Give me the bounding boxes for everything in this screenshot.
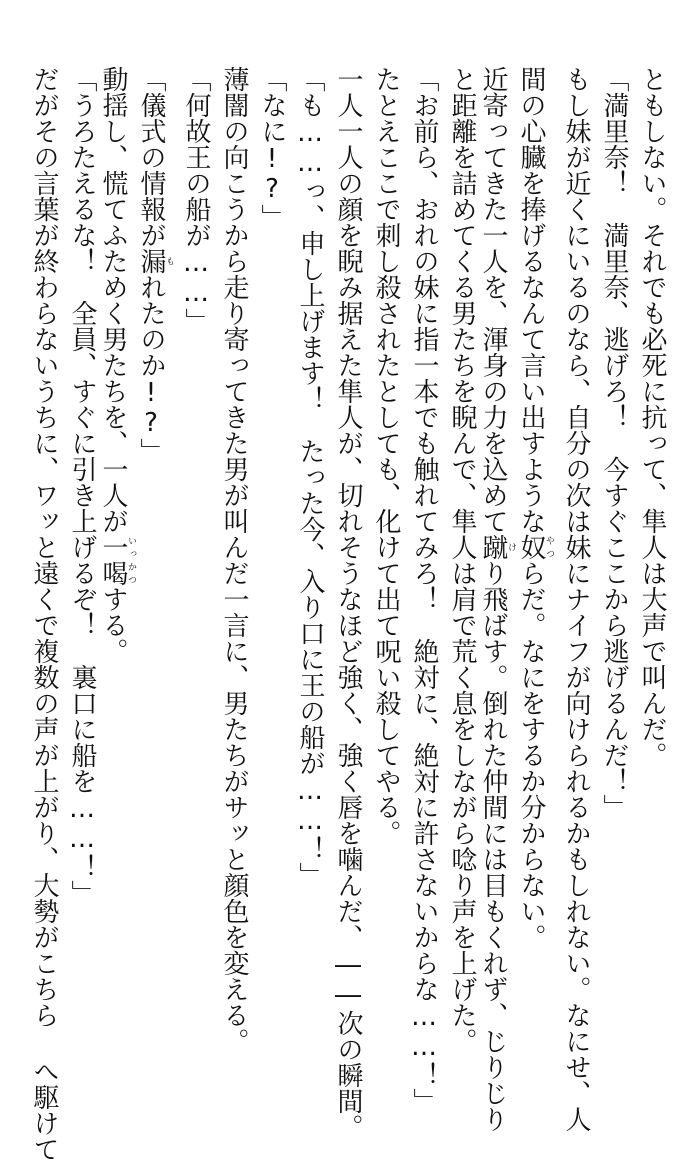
text-line: と距離を詰めてくる男たちを睨んで、隼人は肩で荒く息をしながら唸り声を上げた。: [447, 66, 477, 1054]
text-line: 薄闇の向こうから走り寄ってきた男が叫んだ一言に、男たちがサッと顔色を変える。: [219, 66, 249, 1054]
text-line: ともしない。それでも必死に抗って、隼人は大声で叫んだ。: [637, 66, 667, 768]
text-segment: れたのか!?」: [136, 274, 166, 464]
ruby-moreta: 漏も: [136, 248, 174, 274]
text-line: 「も……っ、申し上げます！ たった今、入り口に王の船が……！」: [295, 66, 325, 888]
text-segment: り飛ばす。倒れた仲間には目もくれず、じりじり: [478, 560, 508, 1132]
text-line: 「うろたえるな！ 全員、すぐに引き上げるぞ！ 裏口に船を……！」: [67, 66, 97, 906]
text-line: 「満里奈！ 満里奈、逃げろ！ 今すぐここから逃げるんだ！」: [599, 66, 629, 820]
text-segment: 「儀式の情報が: [136, 66, 166, 248]
ruby-ikkatsu: 一喝いっかつ: [98, 534, 136, 586]
text-line: [478, 66, 516, 1132]
text-segment: 間の心臓を捧げるなんて言い出すような: [516, 66, 546, 534]
text-line: [98, 66, 136, 966]
text-line: [516, 66, 554, 966]
ruby-yatsu: 奴やつ: [516, 534, 554, 560]
ruby-ke: 蹴け: [478, 534, 516, 560]
text-segment: らだ。なにをするか分からない。: [516, 560, 546, 950]
text-line: たとえここで刺し殺されたとしても、化けて出て呪い殺してやる。: [371, 66, 401, 846]
text-line: 「お前ら、おれの妹に指一本でも触れてみろ！ 絶対に、絶対に許さないからな……！」: [409, 66, 439, 1114]
text-segment: 動揺し、慌てふためく男たちを、一人が: [98, 66, 128, 534]
text-segment: する。: [98, 586, 128, 664]
text-line: 「何故王の船が……」: [181, 66, 211, 334]
text-line: だがその言葉が終わらないうちに、ワッと遠くで複数の声が上がり、大勢がこちら へ駆けて: [29, 66, 59, 1162]
text-line: もし妹が近くにいるのなら、自分の次は妹にナイフが向けられるかもしれない。なにせ、人: [561, 66, 591, 1132]
text-segment: 近寄ってきた一人を、渾身の力を込めて: [478, 66, 508, 534]
text-line: 一人一人の顔を睨み据えた隼人が、切れそうなほど強く、強く唇を噛んだ、――次の瞬間。: [333, 66, 363, 1140]
text-line: 「なに!?」: [257, 66, 287, 230]
text-line: [136, 66, 174, 966]
